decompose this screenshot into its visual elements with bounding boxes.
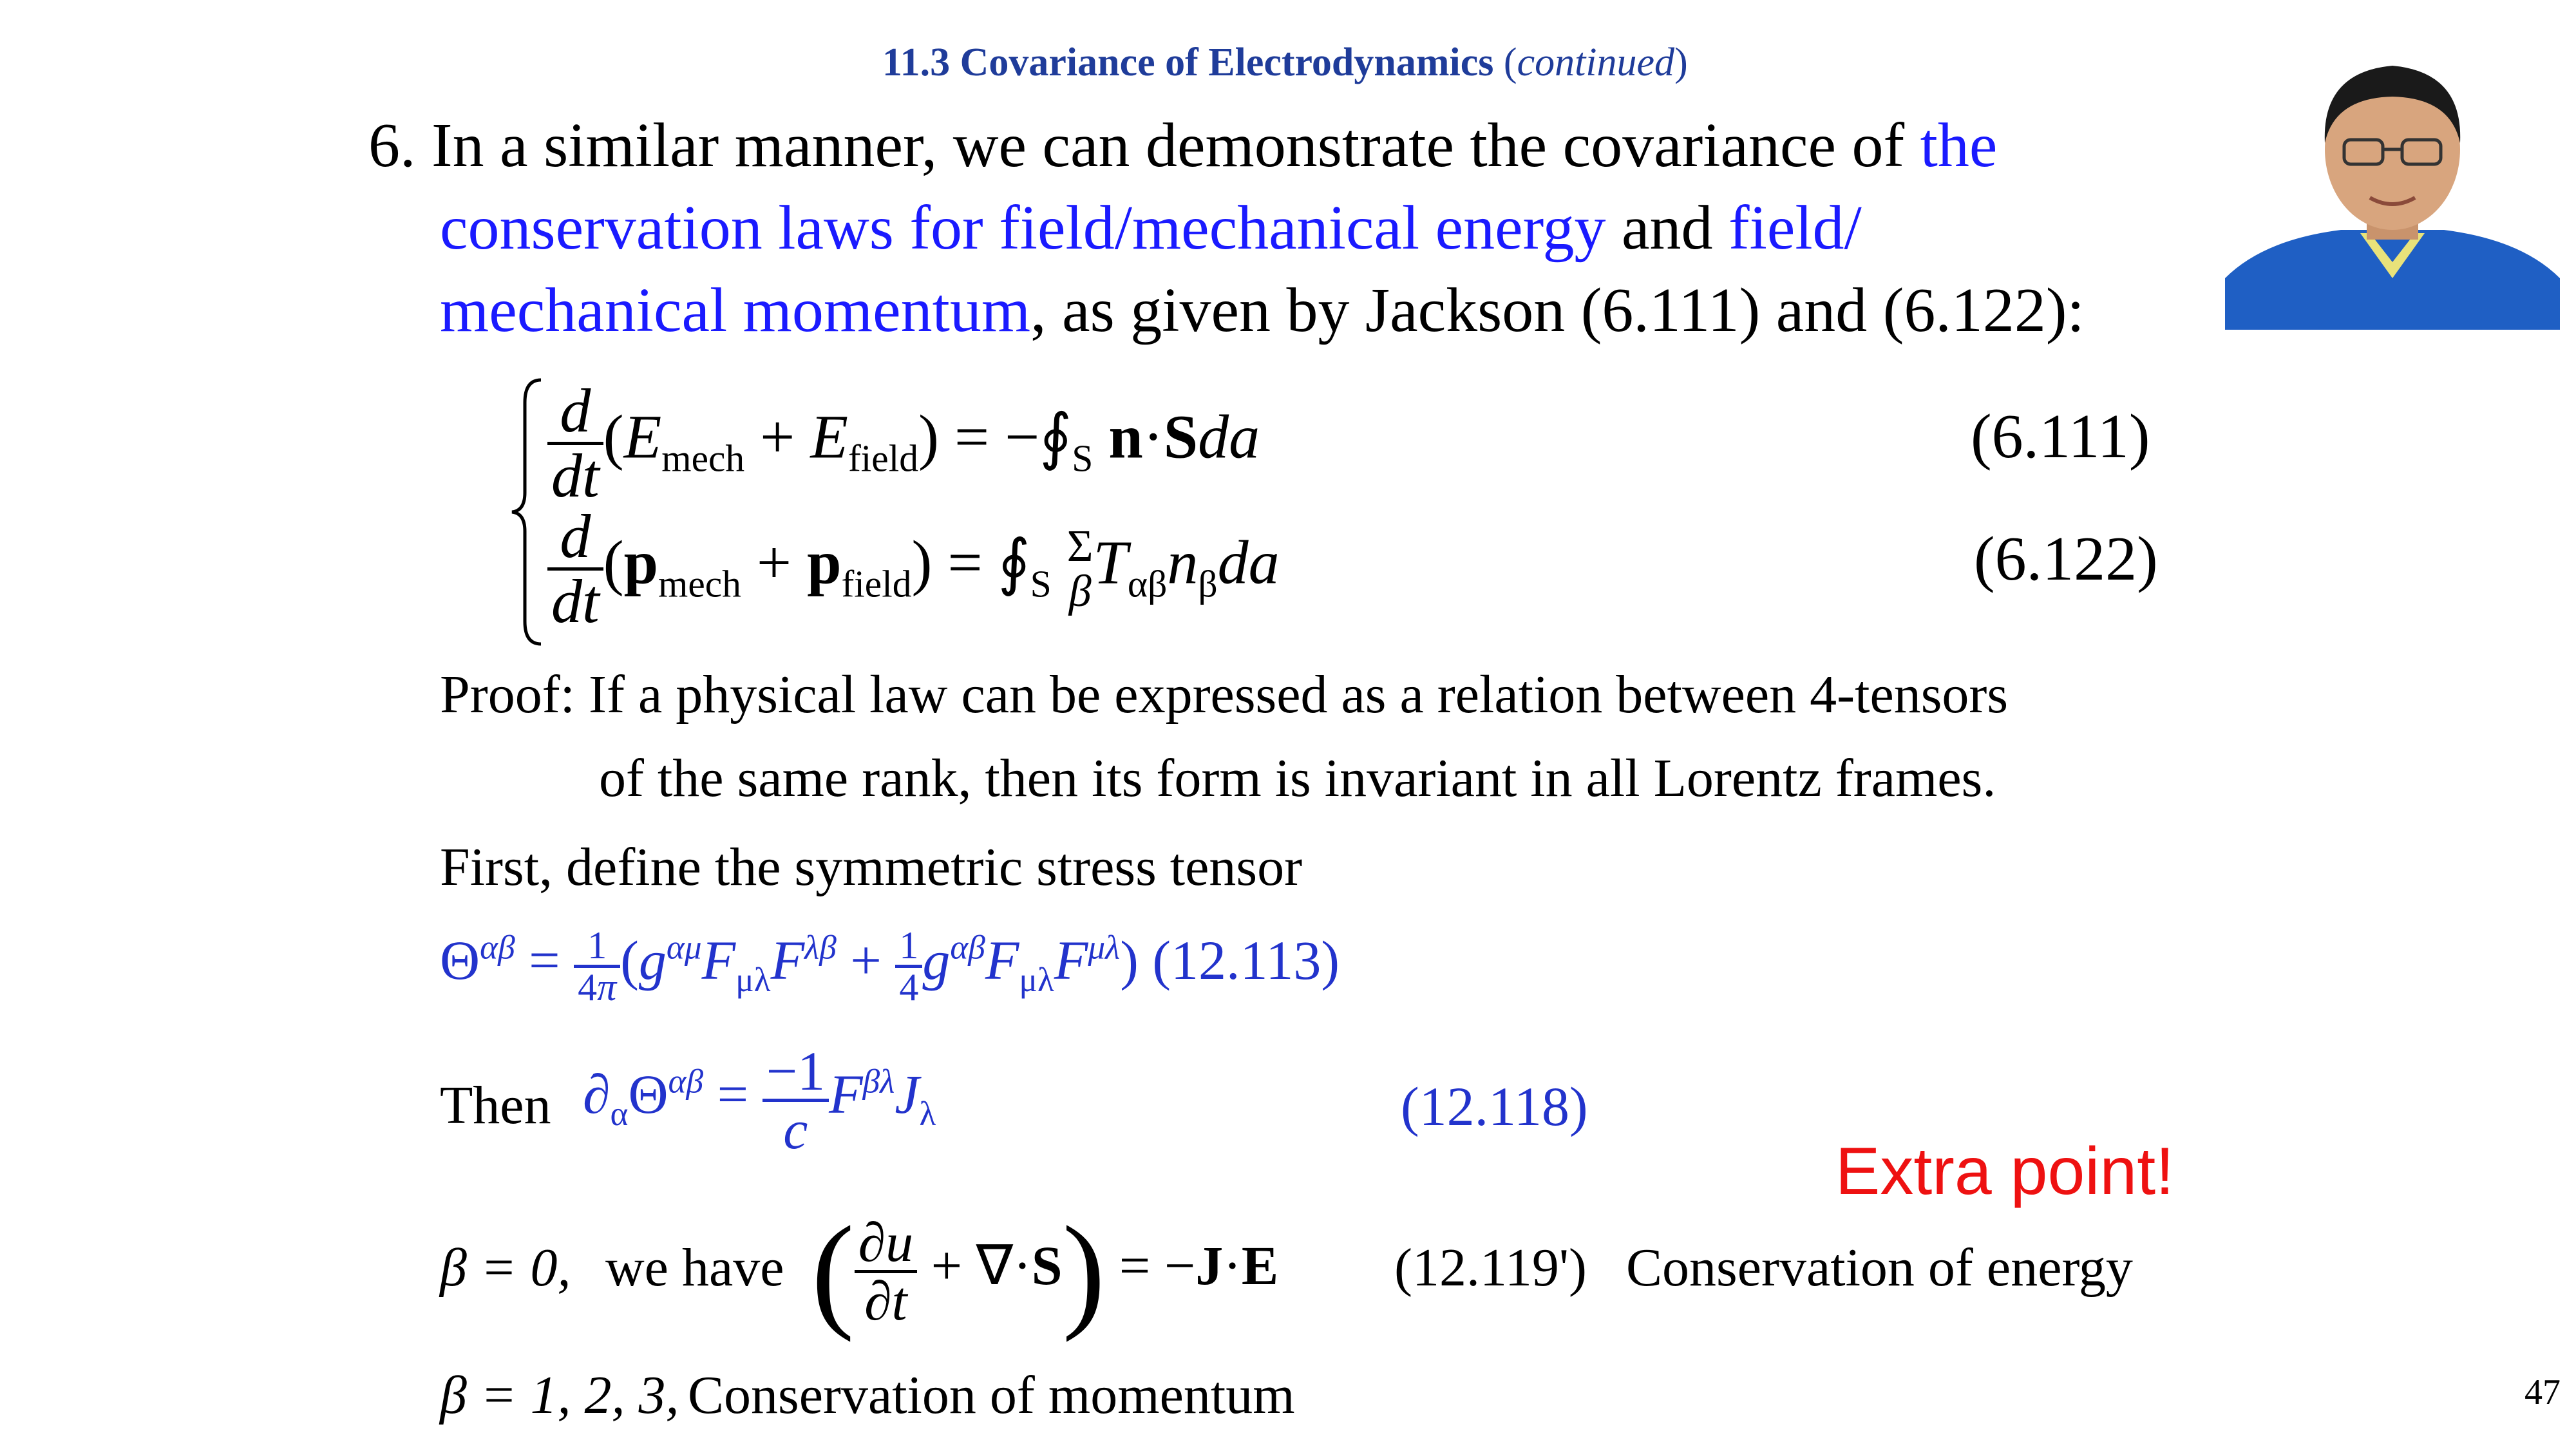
beta0-description: Conservation of energy <box>1626 1238 2133 1298</box>
equation-number-12-113: (12.113) <box>1152 929 1340 992</box>
point6-text-3: conservation laws for field/mechanical energy <box>440 193 1606 263</box>
page-number: 47 <box>2524 1372 2561 1412</box>
equation-12-119: ( $\frac{\partial u}{\partial t}$ + ∇·S) = −J·E <box>811 1200 1279 1343</box>
beta0-we-have: we have <box>605 1238 784 1298</box>
extra-point-note: Extra point! <box>1835 1134 2175 1209</box>
point6-text-4: and <box>1605 193 1728 263</box>
point6-text-7: , as given by Jackson (6.111) and (6.122): <box>1030 276 2085 345</box>
slide-title <box>882 40 1688 86</box>
title-main: 11.3 Covariance of Electrodynamics <box>882 41 1494 84</box>
point6-line1 <box>368 109 1997 182</box>
beta123-description: Conservation of momentum <box>688 1365 1295 1425</box>
point6-line2 <box>440 192 1862 264</box>
equation-number-12-119: (12.119') <box>1394 1238 1587 1298</box>
title-continued: continued <box>1517 41 1675 84</box>
point6-text-6: mechanical momentum <box>440 276 1031 345</box>
title-paren-close: ) <box>1674 41 1688 84</box>
equation-12-118: $\partial_\alpha\Theta^{\alpha\beta}$ = $\frac{-1}{c}$ $F^{\beta\lambda}J_\lambda$ <box>583 1040 936 1160</box>
title-paren-open: ( <box>1503 41 1517 84</box>
equation-6-122: $\frac{d}{dt}$ $(p_{mech} + p_{field})$ = $∮_S$ Σ β $T_{\alpha\beta}n_\beta da$ <box>547 506 1280 632</box>
first-line: First, define the symmetric stress tensor <box>440 837 1303 897</box>
point6-text-5: field/ <box>1728 193 1862 263</box>
equation-brace <box>509 377 547 650</box>
equation-12-113: $\Theta^{\alpha\beta}$ = $\frac{1}{4\pi}$ ($g^{\alpha\mu}F_{\mu\lambda}F^{\lambda\beta}$ + $\frac{1}{4}$ $g^{\alpha\beta}F_{\mu\lambda}F^{\mu\lambda}$) (12.113) <box>440 924 1340 1009</box>
beta123-condition: β = 1, 2, 3, <box>440 1365 679 1425</box>
point6-text-1: 6. In a similar manner, we can demonstrate the covariance of <box>368 111 1920 180</box>
beta0-condition: β = 0, <box>440 1238 571 1298</box>
equation-6-111: $\frac{d}{dt}$ $(E_{mech} + E_{field})$ = $-∮_S$ n·Sda <box>547 380 1260 507</box>
equation-number-6-122: (6.122) <box>1974 524 2158 594</box>
point6-text-2: the <box>1920 111 1998 180</box>
then-label: Then <box>440 1075 551 1135</box>
presenter-photo <box>2225 46 2560 330</box>
equation-number-6-111: (6.111) <box>1971 402 2150 471</box>
proof-line1: Proof: If a physical law can be expressed as a relation between 4-tensors <box>440 665 2009 724</box>
proof-line2: of the same rank, then its form is invariant in all Lorentz frames. <box>599 748 1996 808</box>
point6-line3 <box>440 274 2085 346</box>
equation-number-12-118: (12.118) <box>1401 1075 1588 1137</box>
